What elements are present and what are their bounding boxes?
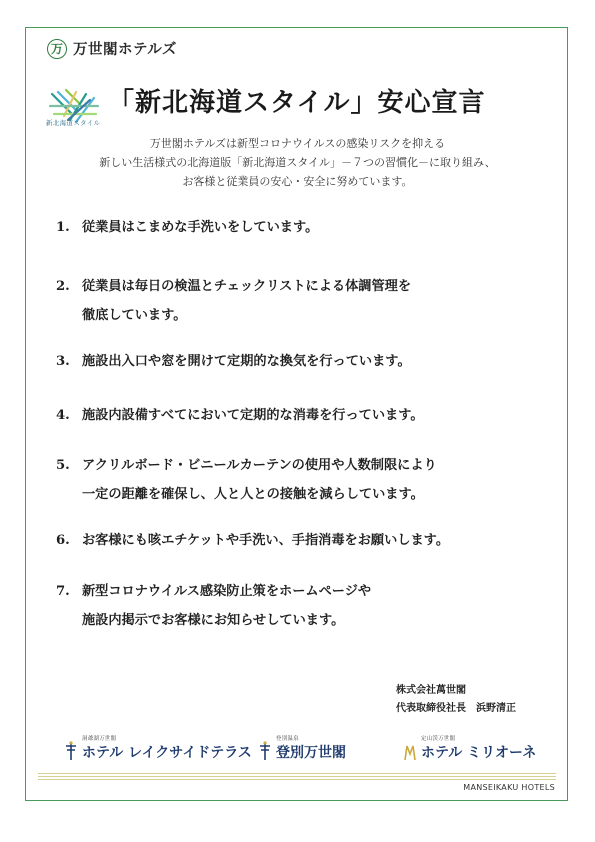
intro-paragraph bbox=[40, 134, 555, 191]
item-number: 5. bbox=[56, 458, 70, 473]
list-item bbox=[56, 580, 371, 628]
hotel-location-label: 登別温泉 bbox=[276, 736, 299, 742]
hotel-crest-icon bbox=[258, 740, 272, 762]
divider bbox=[38, 776, 556, 777]
hotel-name: ホテル ミリオーネ bbox=[421, 745, 537, 761]
hotel-name: 登別万世閣 bbox=[276, 745, 346, 761]
list-item bbox=[56, 404, 424, 423]
item-number: 2. bbox=[56, 279, 70, 294]
signature-block bbox=[396, 682, 516, 718]
intro-line: お客様と従業員の安心・安全に努めています。 bbox=[182, 175, 413, 188]
item-text-continued: 施設内掲示でお客様にお知らせしています。 bbox=[82, 613, 345, 628]
item-text: 施設内設備すべてにおいて定期的な消毒を行っています。 bbox=[82, 408, 424, 423]
intro-line: 新しい生活様式の北海道版「新北海道スタイル」－７つの習慣化－に取り組み、 bbox=[99, 156, 496, 169]
mark-caption: 新北海道スタイル bbox=[46, 119, 101, 127]
list-item bbox=[56, 216, 318, 235]
list-item bbox=[56, 529, 449, 548]
hotel-location-label: 定山渓万世閣 bbox=[421, 736, 456, 742]
footer-text: MANSEIKAKU HOTELS bbox=[463, 783, 555, 792]
hotel-location-label: 洞爺湖万世閣 bbox=[82, 736, 117, 742]
manseikaku-logo-icon: 万 bbox=[47, 39, 67, 59]
hotel-lakeside-terrace-logo bbox=[64, 734, 252, 762]
list-item bbox=[56, 454, 437, 502]
item-text-continued: 一定の距離を確保し、人と人との接触を減らしています。 bbox=[82, 487, 424, 502]
brand-name: 万世閣ホテルズ bbox=[73, 42, 177, 58]
item-text: 施設出入口や窓を開けて定期的な換気を行っています。 bbox=[82, 354, 411, 369]
list-item bbox=[56, 350, 411, 369]
item-text: 従業員は毎日の検温とチェックリストによる体調管理を bbox=[82, 279, 412, 294]
intro-line: 万世閣ホテルズは新型コロナウイルスの感染リスクを抑える bbox=[149, 137, 446, 150]
brand-header bbox=[47, 38, 177, 59]
company-name: 株式会社萬世閣 bbox=[396, 685, 466, 696]
list-item bbox=[56, 275, 411, 323]
item-text: 新型コロナウイルス感染防止策をホームページや bbox=[82, 584, 372, 599]
item-number: 1. bbox=[56, 220, 70, 235]
item-number: 7. bbox=[56, 584, 70, 599]
hotel-noboribetsu-logo bbox=[258, 734, 346, 762]
item-number: 6. bbox=[56, 533, 70, 548]
item-text: アクリルボード・ビニールカーテンの使用や人数制限により bbox=[82, 458, 437, 473]
item-text: お客様にも咳エチケットや手洗い、手指消毒をお願いします。 bbox=[82, 533, 450, 548]
item-text: 従業員はこまめな手洗いをしています。 bbox=[82, 220, 319, 235]
representative-name: 代表取締役社長 浜野清正 bbox=[396, 703, 516, 714]
page-title: 「新北海道スタイル」安心宣言 bbox=[108, 88, 486, 118]
hotel-millione-logo bbox=[403, 734, 536, 762]
item-text-continued: 徹底しています。 bbox=[82, 308, 187, 323]
hotel-crest-icon bbox=[64, 740, 78, 762]
hotel-crest-icon bbox=[403, 740, 417, 762]
item-number: 3. bbox=[56, 354, 70, 369]
divider bbox=[38, 779, 556, 780]
divider bbox=[38, 773, 556, 774]
hotel-name: ホテル レイクサイドテラス bbox=[82, 745, 252, 761]
item-number: 4. bbox=[56, 408, 70, 423]
